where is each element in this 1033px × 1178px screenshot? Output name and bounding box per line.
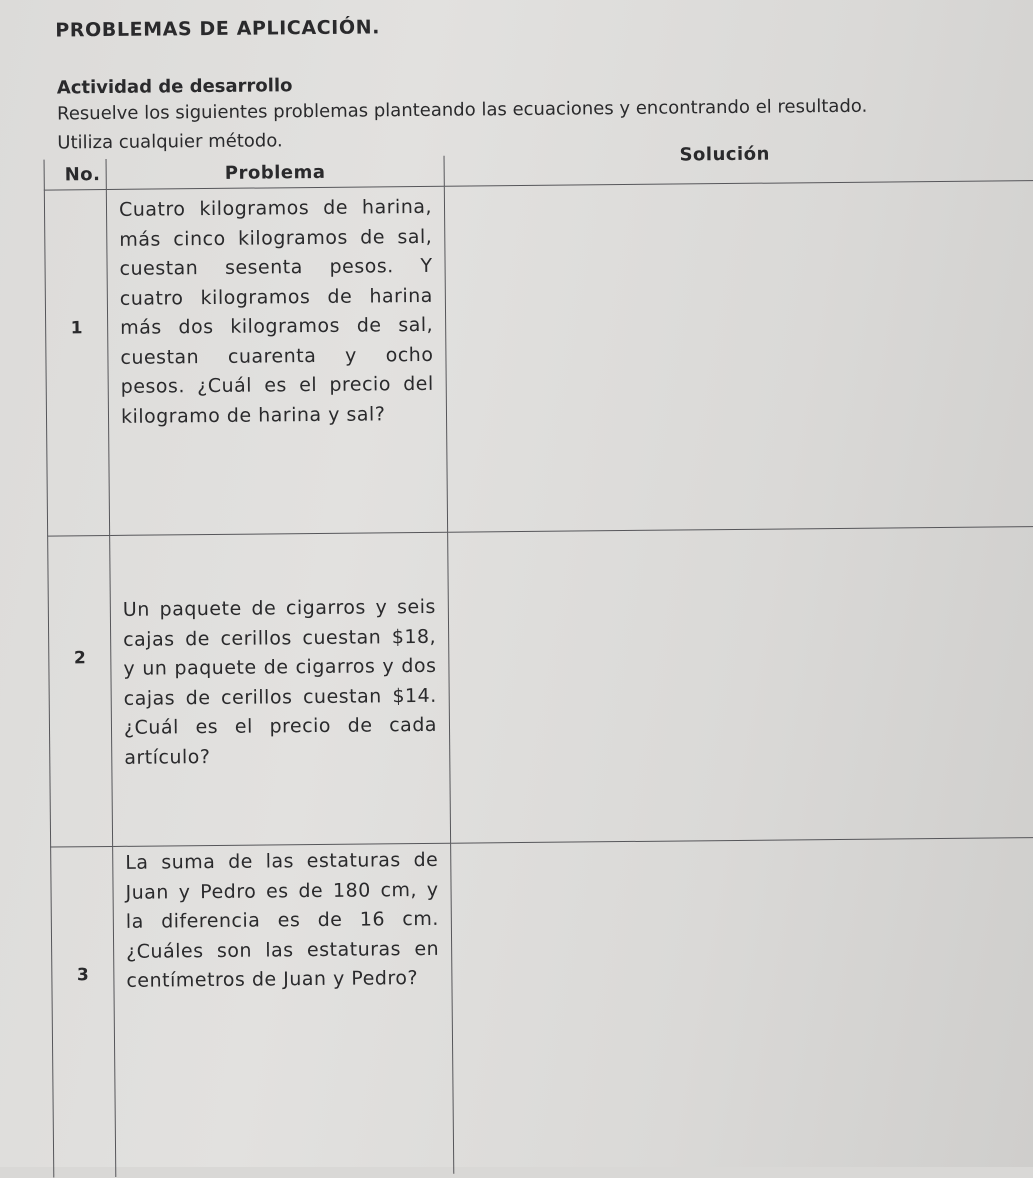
row-number: 2 [48, 535, 113, 847]
instruction-line-2: Utiliza cualquier método. [57, 130, 283, 154]
table-row [48, 526, 1033, 847]
header-problem: Problema [106, 156, 444, 190]
solution-cell[interactable] [448, 526, 1033, 843]
header-number: No. [44, 159, 106, 190]
problem-text: Cuatro kilogramos de harina, más cinco kilogramos de sal, cuestan sesenta pesos. Y cuatro kilogramos de harina más dos kilogramos de sal, cuestan cuarenta y ocho pesos. ¿Cuál es el precio del kilogramo de harina y sal? [106, 186, 447, 535]
table-row [51, 837, 1033, 1177]
solution-cell[interactable] [451, 837, 1033, 1173]
table-row [44, 180, 1033, 536]
row-number: 3 [51, 846, 116, 1177]
instruction-line-1: Resuelve los siguientes problemas planteando las ecuaciones y encontrando el resultado. [56, 95, 868, 125]
problem-text: Un paquete de cigarros y seis cajas de cerillos cuestan $18, y un paquete de cigarros y dos cajas de cerillos cuestan $14. ¿Cuál es el precio de cada artículo? [110, 532, 451, 846]
document-title: PROBLEMAS DE APLICACIÓN. [55, 16, 381, 42]
row-number: 1 [44, 189, 109, 536]
problem-text: La suma de las estaturas de Juan y Pedro es de 180 cm, y la diferencia es de 16 cm. ¿Cuáles son las estaturas en centímetros de Juan y Pedro? [113, 843, 454, 1177]
section-title: Actividad de desarrollo [56, 75, 293, 99]
solution-cell[interactable] [444, 180, 1033, 532]
header-solution: Solución [444, 136, 1033, 172]
problems-table [44, 143, 1033, 1178]
